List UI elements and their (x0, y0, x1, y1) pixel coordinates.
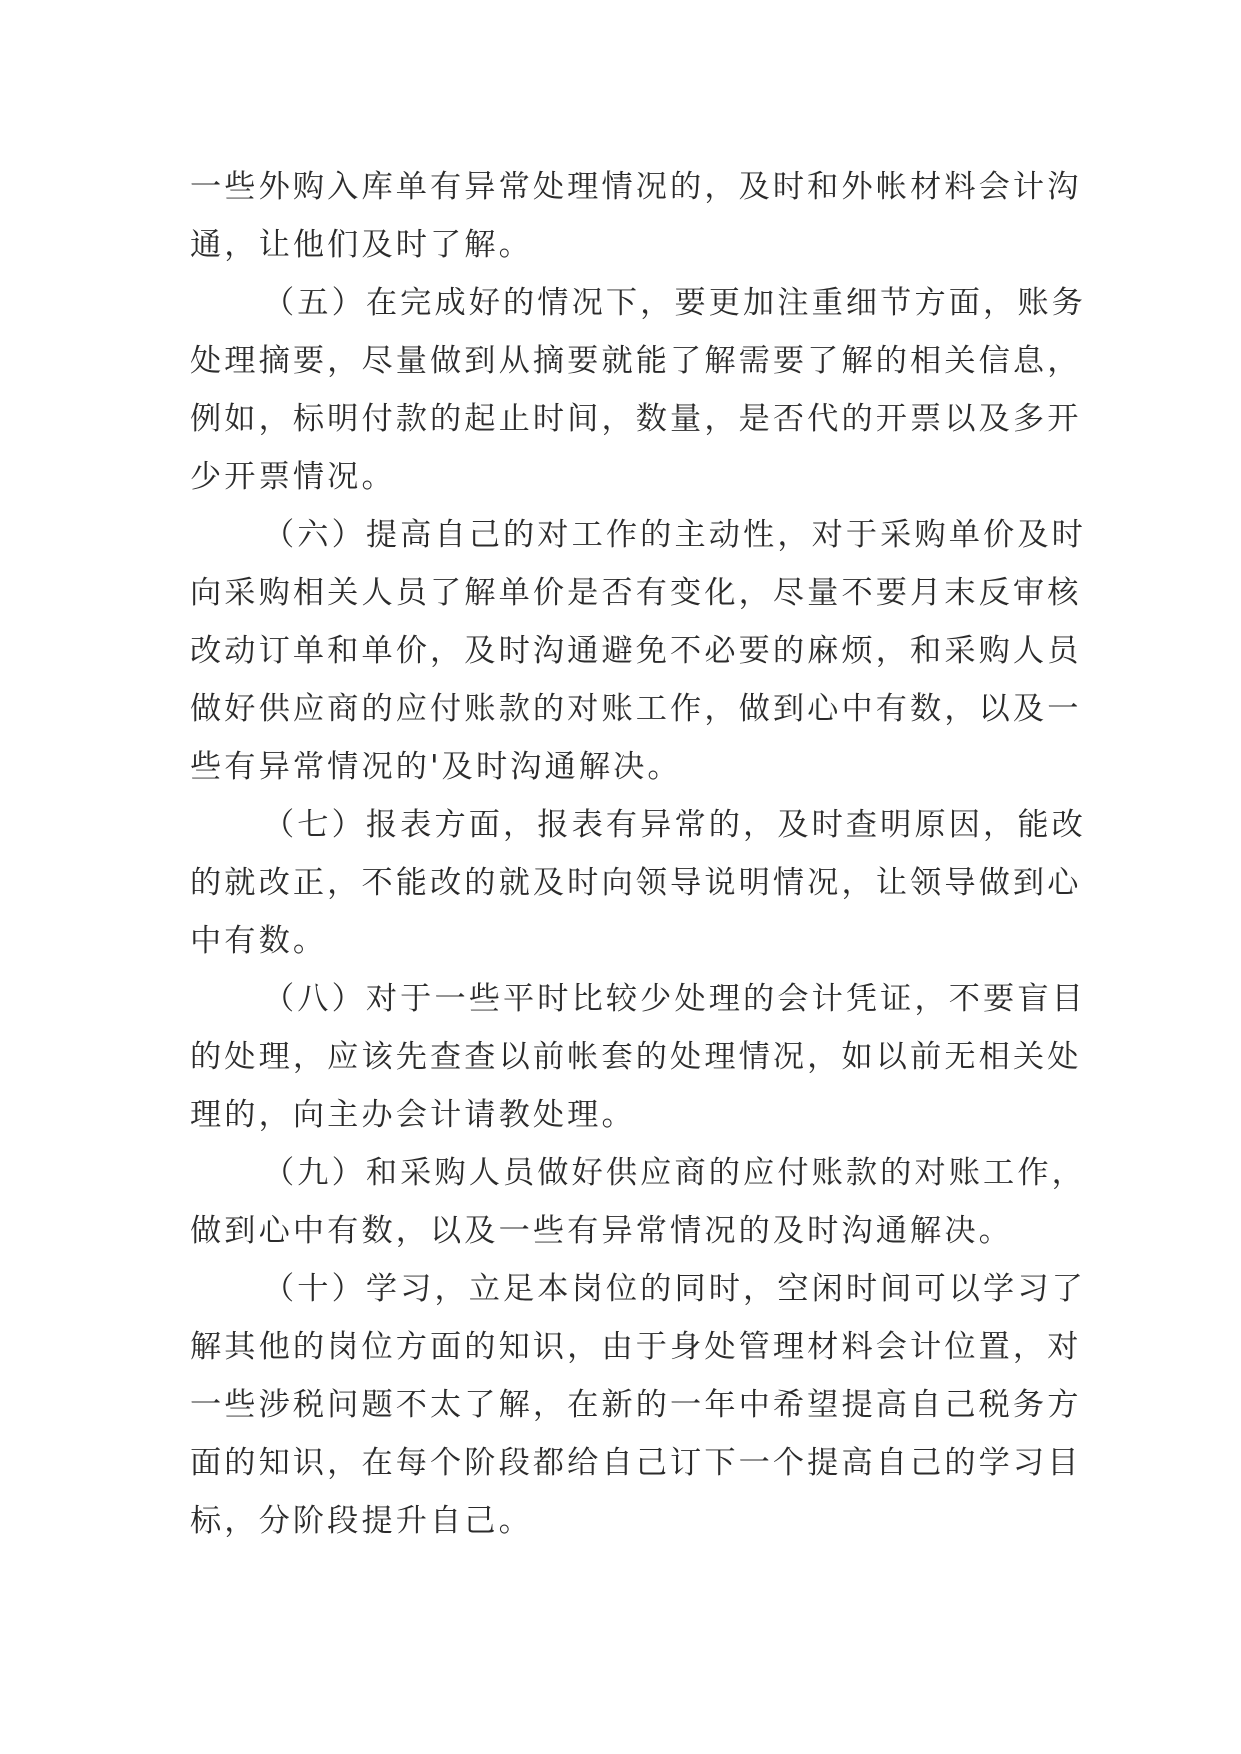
text-line: 理的，向主办会计请教处理。 (190, 1097, 636, 1133)
text-line: 处理摘要，尽量做到从摘要就能了解需要了解的相关信息， (190, 343, 1082, 379)
text-line: 一些外购入库单有异常处理情况的，及时和外帐材料会计沟 (190, 169, 1082, 205)
text-line: 些有异常情况的'及时沟通解决。 (190, 749, 682, 785)
text-line: 一些涉税问题不太了解，在新的一年中希望提高自己税务方 (190, 1387, 1082, 1423)
text-line: 的处理，应该先查查以前帐套的处理情况，如以前无相关处 (190, 1039, 1082, 1075)
text-line: 的就改正，不能改的就及时向领导说明情况，让领导做到心 (190, 865, 1082, 901)
paragraph-heading-6: （六）提高自己的对工作的主动性，对于采购单价及时 (263, 517, 1086, 553)
text-line: 面的知识，在每个阶段都给自己订下一个提高自己的学习目 (190, 1445, 1082, 1481)
text-line: 中有数。 (190, 923, 328, 959)
paragraph-heading-8: （八）对于一些平时比较少处理的会计凭证，不要盲目 (263, 981, 1086, 1017)
document-body (190, 158, 1086, 1550)
text-line: 解其他的岗位方面的知识，由于身处管理材料会计位置，对 (190, 1329, 1082, 1365)
text-line: 通，让他们及时了解。 (190, 227, 533, 263)
text-line: 例如，标明付款的起止时间，数量，是否代的开票以及多开 (190, 401, 1082, 437)
text-line: 少开票情况。 (190, 459, 396, 495)
paragraph-heading-7: （七）报表方面，报表有异常的，及时查明原因，能改 (263, 807, 1086, 843)
text-line: 改动订单和单价，及时沟通避免不必要的麻烦，和采购人员 (190, 633, 1082, 669)
text-line: 做好供应商的应付账款的对账工作，做到心中有数，以及一 (190, 691, 1082, 727)
text-line: 向采购相关人员了解单价是否有变化，尽量不要月末反审核 (190, 575, 1082, 611)
text-line: 做到心中有数，以及一些有异常情况的及时沟通解决。 (190, 1213, 1013, 1249)
paragraph-heading-10: （十）学习，立足本岗位的同时，空闲时间可以学习了 (263, 1271, 1086, 1307)
paragraph-heading-9: （九）和采购人员做好供应商的应付账款的对账工作， (263, 1155, 1086, 1191)
paragraph-heading-5: （五）在完成好的情况下，要更加注重细节方面，账务 (263, 285, 1086, 321)
text-line: 标，分阶段提升自己。 (190, 1503, 533, 1539)
